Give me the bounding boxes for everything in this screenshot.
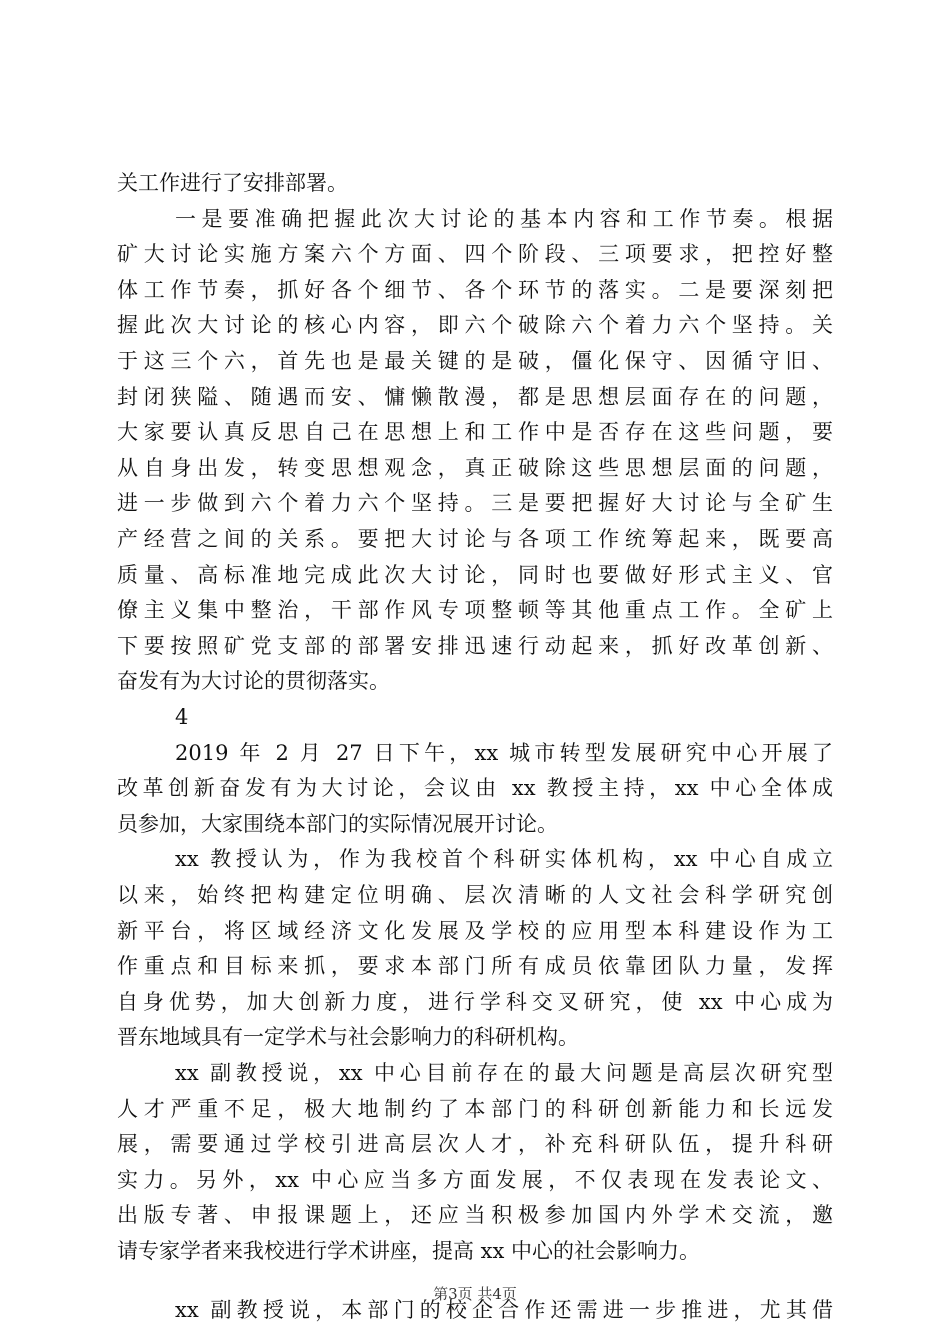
text-line: 人才严重不足，极大地制约了本部门的科研创新能力和长远发 xyxy=(117,1096,833,1121)
page-number-label: 第3页 共4页 xyxy=(433,1285,517,1303)
text-line: xx 副教授说，本部门的校企合作还需进一步推进，尤其借 xyxy=(175,1298,833,1322)
text-line: 于这三个六，首先也是最关键的是破，僵化保守、因循守旧、 xyxy=(117,349,833,373)
text-line: 奋发有为大讨论的贯彻落实。 xyxy=(117,669,390,694)
text-line: 以来，始终把构建定位明确、层次清晰的人文社会科学研究创 xyxy=(117,883,833,907)
text-line: 下要按照矿党支部的部署安排迅速行动起来，抓好改革创新、 xyxy=(117,633,833,658)
section-number: 4 xyxy=(175,705,189,729)
text-line: 作重点和目标来抓，要求本部门所有成员依靠团队力量，发挥 xyxy=(117,954,833,979)
text-line: 体工作节奏，抓好各个细节、各个环节的落实。二是要深刻把 xyxy=(117,277,833,302)
text-line: xx 教授认为，作为我校首个科研实体机构，xx 中心自成立 xyxy=(175,847,833,872)
text-line: 从自身出发，转变思想观念，真正破除这些思想层面的问题， xyxy=(117,455,833,480)
text-line: 新平台，将区域经济文化发展及学校的应用型本科建设作为工 xyxy=(117,918,833,943)
text-line: 封闭狭隘、随遇而安、慵懒散漫，都是思想层面存在的问题， xyxy=(117,384,833,409)
footer xyxy=(0,1284,950,1304)
text-line: 展，需要通过学校引进高层次人才，补充科研队伍，提升科研 xyxy=(117,1132,833,1157)
text-line: 关工作进行了安排部署。 xyxy=(117,171,348,195)
text-line: 改革创新奋发有为大讨论，会议由 xx 教授主持，xx 中心全体成 xyxy=(117,776,833,801)
text-line: 自身优势，加大创新力度，进行学科交叉研究，使 xx 中心成为 xyxy=(117,989,833,1014)
text-line: 质量、高标准地完成此次大讨论，同时也要做好形式主义、官 xyxy=(117,562,833,587)
text-line: 实力。另外，xx 中心应当多方面发展，不仅表现在发表论文、 xyxy=(117,1167,833,1192)
text-line: 握此次大讨论的核心内容，即六个破除六个着力六个坚持。关 xyxy=(117,313,833,338)
text-line: 晋东地域具有一定学术与社会影响力的科研机构。 xyxy=(117,1025,579,1050)
text-line: 请专家学者来我校进行学术讲座，提高 xx 中心的社会影响力。 xyxy=(117,1239,701,1263)
text-line: 进一步做到六个着力六个坚持。三是要把握好大讨论与全矿生 xyxy=(117,491,833,516)
text-line: 一是要准确把握此次大讨论的基本内容和工作节奏。根据 xyxy=(175,206,833,231)
text-line: xx 副教授说，xx 中心目前存在的最大问题是高层次研究型 xyxy=(175,1061,833,1085)
text-line: 员参加，大家围绕本部门的实际情况展开讨论。 xyxy=(117,811,558,836)
text-line: 2019 年 2 月 27 日下午，xx 城市转型发展研究中心开展了 xyxy=(175,740,833,765)
text-line: 僚主义集中整治，干部作风专项整顿等其他重点工作。全矿上 xyxy=(117,598,833,623)
text-line: 出版专著、申报课题上，还应当积极参加国内外学术交流，邀 xyxy=(117,1203,833,1228)
text-line: 产经营之间的关系。要把大讨论与各项工作统筹起来，既要高 xyxy=(117,527,833,551)
text-line: 大家要认真反思自己在思想上和工作中是否存在这些问题，要 xyxy=(117,420,833,445)
text-line: 矿大讨论实施方案六个方面、四个阶段、三项要求，把控好整 xyxy=(117,242,833,267)
